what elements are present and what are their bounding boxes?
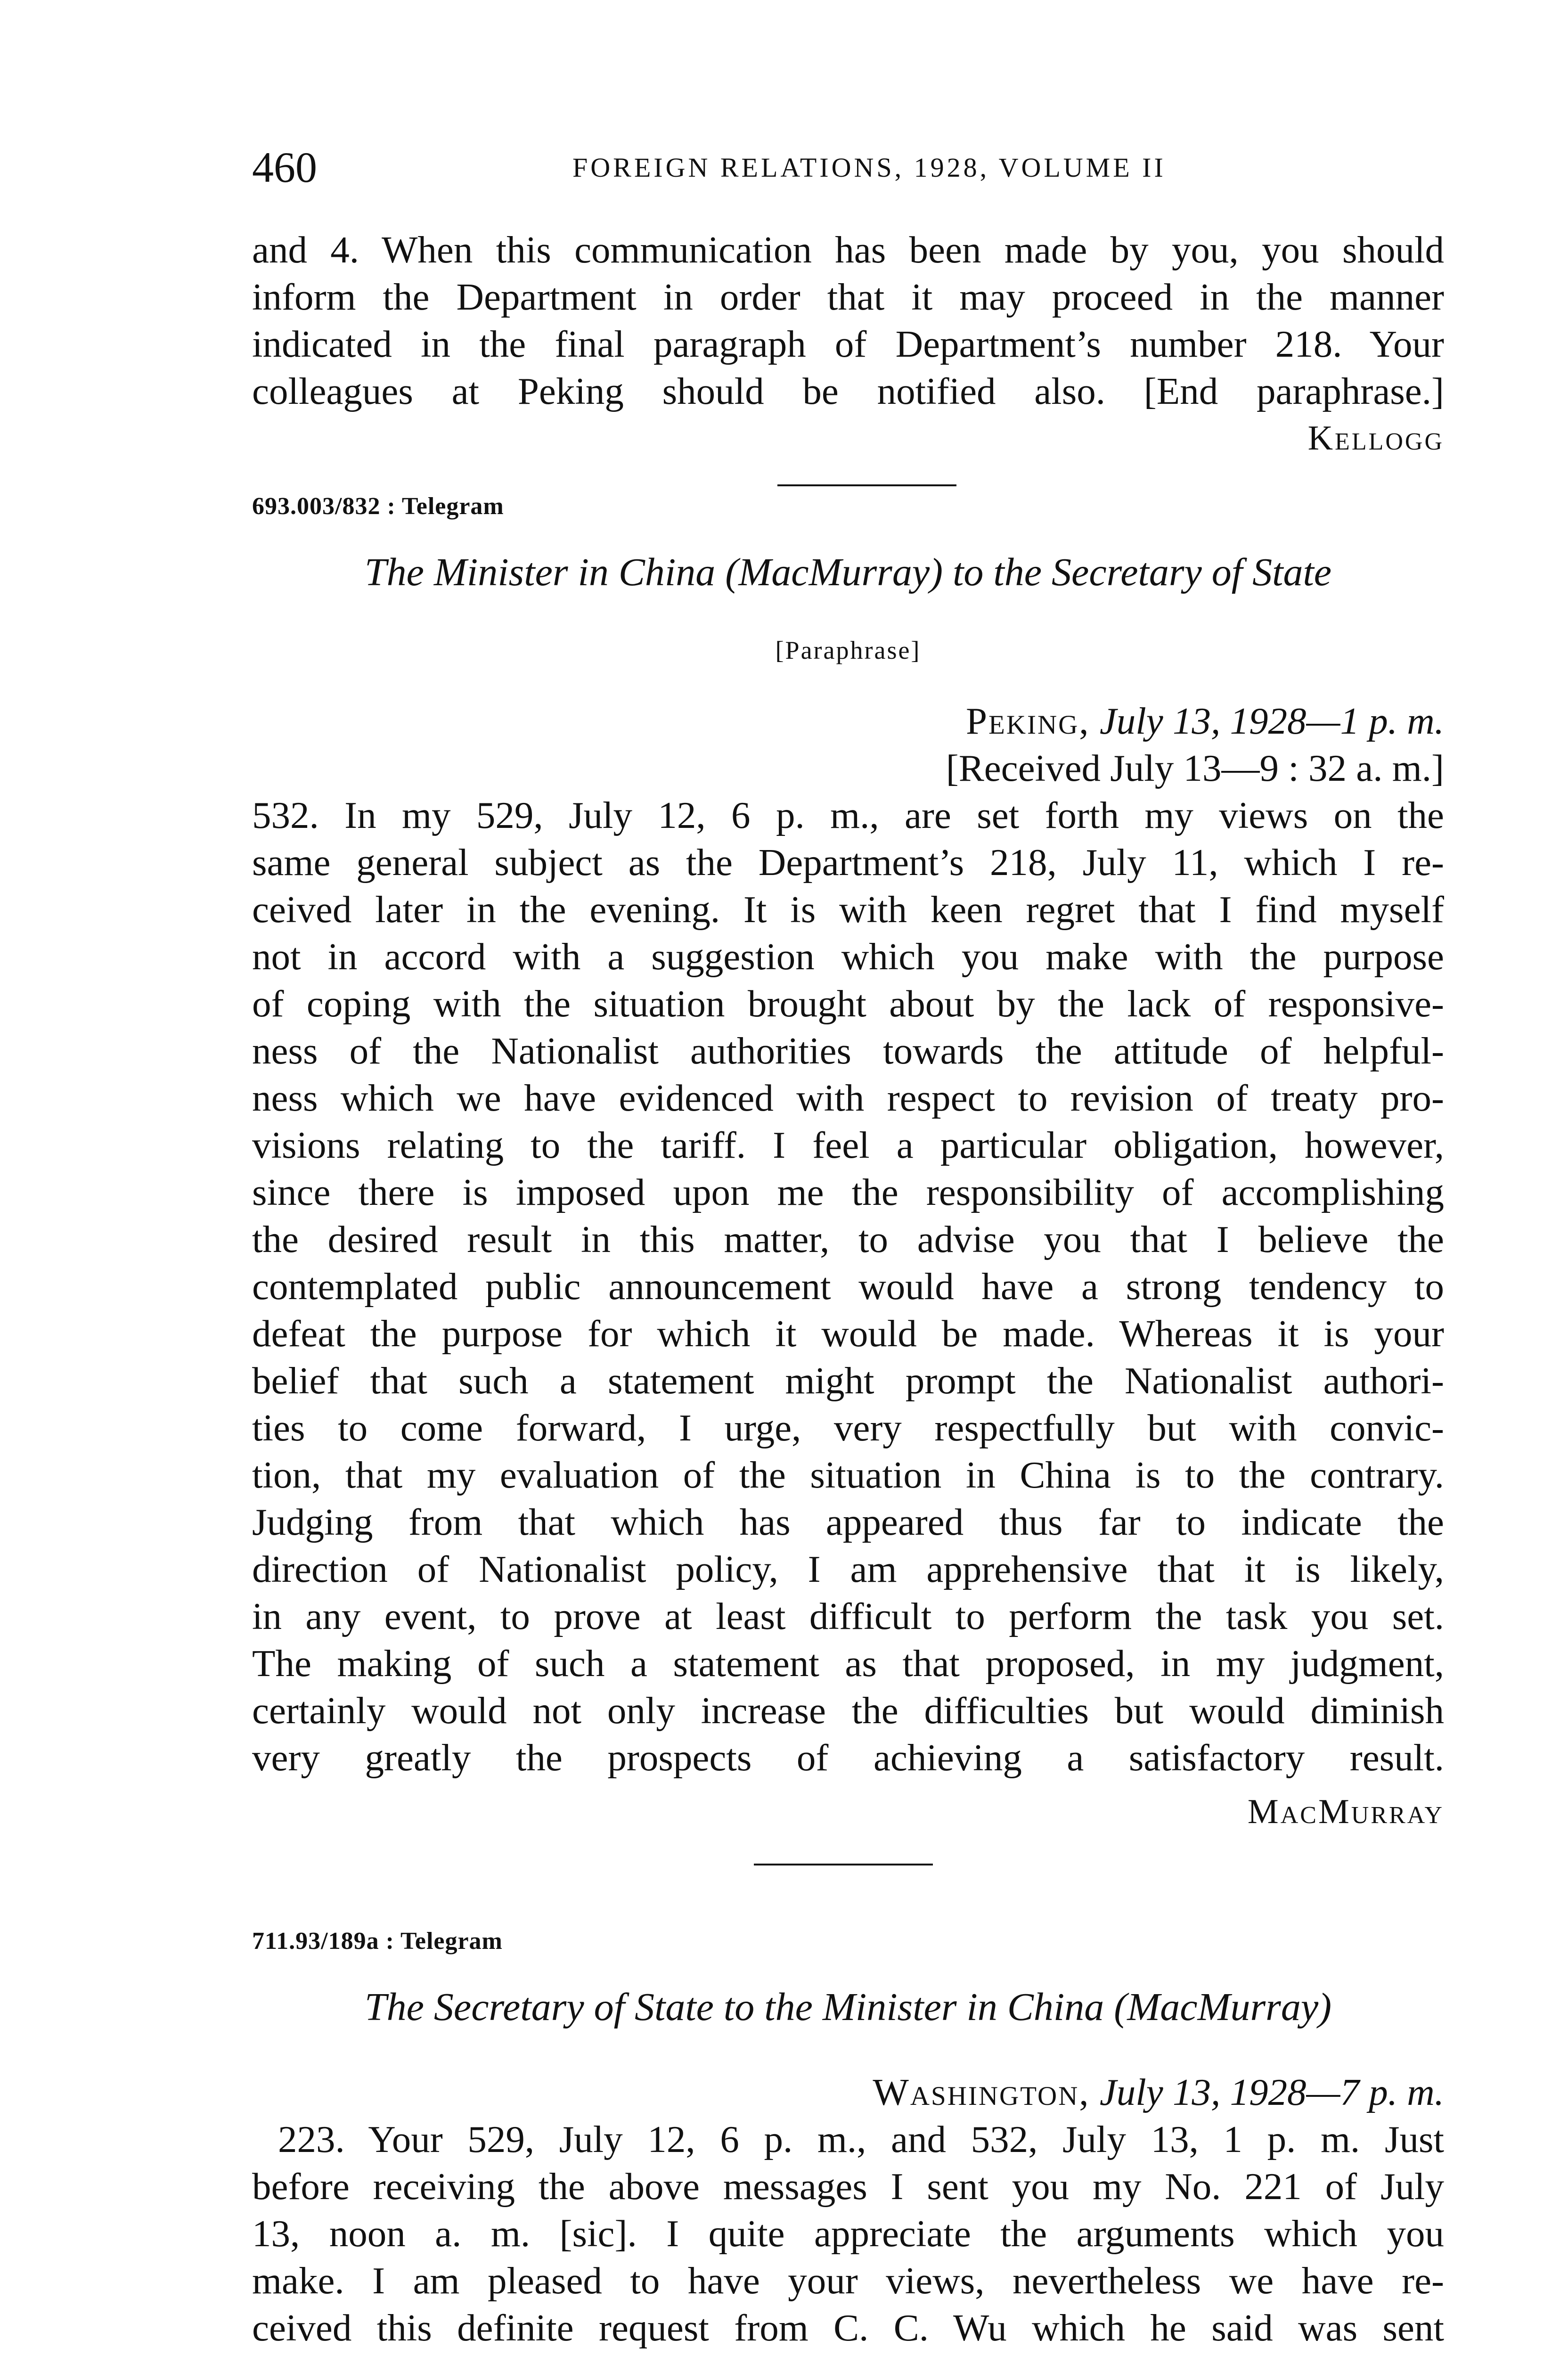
- signature-kellogg: Kellogg: [1307, 419, 1444, 458]
- continuation-line-3: indicated in the final paragraph of Department’s number 218. Your: [252, 323, 1444, 365]
- doc2-line-5: ceived this definite request from C. C. Wu which he said was sent: [252, 2307, 1444, 2349]
- doc1-line-5: of coping with the situation brought about by the lack of responsive-: [252, 982, 1444, 1025]
- dateline-1: [252, 697, 1444, 744]
- doc1-line-7: ness which we have evidenced with respect to revision of treaty pro-: [252, 1077, 1444, 1119]
- dateline-1-place: Peking,: [965, 700, 1090, 742]
- doc2-line-2: before receiving the above messages I sent you my No. 221 of July: [252, 2165, 1444, 2208]
- running-title: FOREIGN RELATIONS, 1928, VOLUME II: [572, 152, 1166, 183]
- dateline-2-date: July 13, 1928—7 p. m.: [1099, 2071, 1444, 2113]
- doc1-line-9: since there is imposed upon me the responsibility of accomplishing: [252, 1171, 1444, 1213]
- file-reference-2: 711.93/189a : Telegram: [252, 1928, 503, 1955]
- doc1-line-2: same general subject as the Department’s 218, July 11, which I re-: [252, 841, 1444, 884]
- section-rule-1: [777, 484, 956, 486]
- doc1-line-10: the desired result in this matter, to advise you that I believe the: [252, 1218, 1444, 1260]
- document-title-1: [252, 547, 1444, 598]
- title-1-part-2: ) to the Secretary of State: [930, 550, 1332, 594]
- doc1-line-11: contemplated public announcement would have a strong tendency to: [252, 1265, 1444, 1308]
- received-line: [Received July 13—9 : 32 a. m.]: [946, 747, 1444, 789]
- file-reference-1: 693.003/832 : Telegram: [252, 493, 504, 520]
- doc1-line-21: very greatly the prospects of achieving a satisfactory result.: [252, 1736, 1444, 1779]
- title-2-part-2: ): [1318, 1985, 1332, 2029]
- document-title-2: [252, 1981, 1444, 2033]
- doc1-line-17: direction of Nationalist policy, I am apprehensive that it is likely,: [252, 1548, 1444, 1590]
- doc1-line-18: in any event, to prove at least difficult to perform the task you set.: [252, 1595, 1444, 1637]
- doc1-line-15: tion, that my evaluation of the situation in China is to the contrary.: [252, 1454, 1444, 1496]
- doc1-line-8: visions relating to the tariff. I feel a particular obligation, however,: [252, 1124, 1444, 1166]
- title-1-person: MacMurray: [738, 550, 930, 594]
- section-rule-2: [754, 1864, 933, 1865]
- doc1-line-6: ness of the Nationalist authorities towards the attitude of helpful-: [252, 1030, 1444, 1072]
- doc1-line-19: The making of such a statement as that proposed, in my judgment,: [252, 1642, 1444, 1685]
- doc1-line-3: ceived later in the evening. It is with keen regret that I find myself: [252, 888, 1444, 931]
- doc1-line-16: Judging from that which has appeared thus far to indicate the: [252, 1501, 1444, 1543]
- title-2-person: MacMurray: [1127, 1985, 1319, 2029]
- doc2-line-4: make. I am pleased to have your views, nevertheless we have re-: [252, 2259, 1444, 2302]
- paraphrase-note: [Paraphrase]: [775, 636, 921, 664]
- signature-macmurray: MacMurray: [1247, 1792, 1444, 1831]
- dateline-2-place: Washington,: [873, 2071, 1090, 2113]
- continuation-line-4: colleagues at Peking should be notified also. [End paraphrase.]: [252, 370, 1444, 412]
- title-2-part-1: The Secretary of State to the Minister in China (: [364, 1985, 1127, 2029]
- continuation-line-2: inform the Department in order that it may proceed in the manner: [252, 276, 1444, 318]
- running-head: [252, 141, 1444, 193]
- doc2-line-1: 223. Your 529, July 12, 6 p. m., and 532, July 13, 1 p. m. Just: [278, 2118, 1444, 2160]
- doc1-line-13: belief that such a statement might prompt the Nationalist authori-: [252, 1359, 1444, 1402]
- continuation-line-1: and 4. When this communication has been made by you, you should: [252, 229, 1444, 271]
- title-1-part-1: The Minister in China (: [364, 550, 739, 594]
- page-number: 460: [252, 143, 317, 191]
- doc1-line-14: ties to come forward, I urge, very respectfully but with convic-: [252, 1407, 1444, 1449]
- doc1-line-20: certainly would not only increase the difficulties but would diminish: [252, 1689, 1444, 1732]
- doc2-line-3: 13, noon a. m. [sic]. I quite appreciate the arguments which you: [252, 2212, 1444, 2255]
- doc1-line-4: not in accord with a suggestion which you make with the purpose: [252, 935, 1444, 978]
- dateline-2: [252, 2069, 1444, 2116]
- doc1-line-1: 532. In my 529, July 12, 6 p. m., are set forth my views on the: [252, 794, 1444, 836]
- dateline-1-date: July 13, 1928—1 p. m.: [1099, 700, 1444, 742]
- doc1-line-12: defeat the purpose for which it would be made. Whereas it is your: [252, 1312, 1444, 1355]
